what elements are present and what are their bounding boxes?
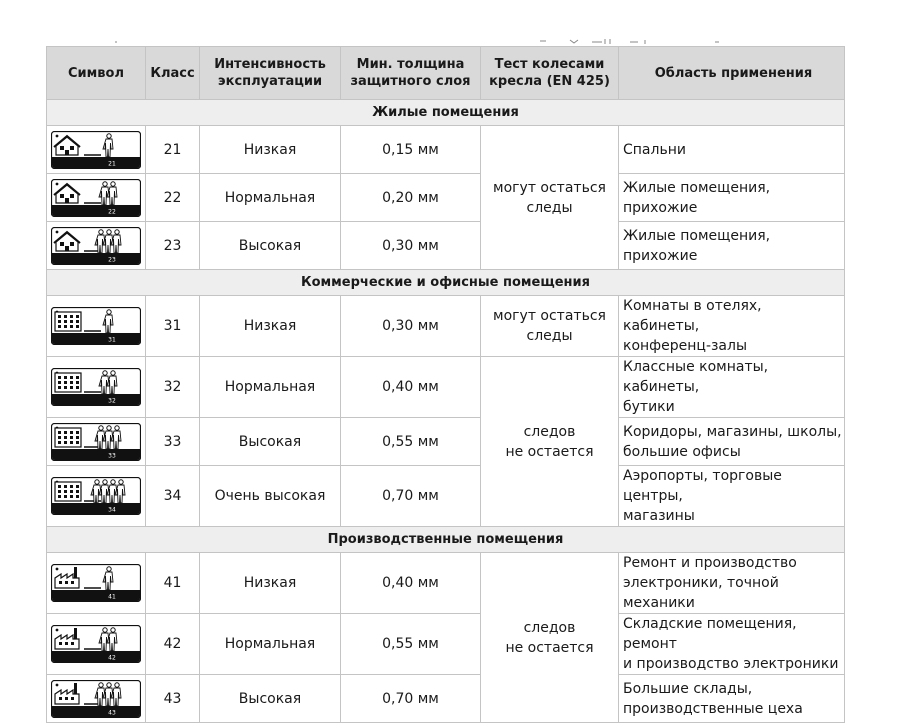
header-area: Область применения — [619, 47, 845, 100]
symbol-cell — [47, 675, 146, 723]
intensity-cell: Низкая — [200, 126, 341, 174]
symbol-cell — [47, 126, 146, 174]
class-cell: 33 — [146, 418, 200, 466]
thickness-cell: 0,30 мм — [341, 296, 481, 357]
floor-class-table — [46, 46, 845, 723]
class-symbol-icon — [51, 131, 141, 169]
chair-test-line: не остается — [505, 443, 594, 460]
section-header — [47, 100, 845, 126]
class-number-label: 41 — [108, 593, 116, 601]
section-header — [47, 270, 845, 296]
thickness-cell: 0,70 мм — [341, 466, 481, 527]
class-number-label: 23 — [108, 256, 116, 263]
class-symbol-icon — [51, 368, 141, 406]
symbol-cell — [47, 553, 146, 614]
class-symbol — [51, 423, 141, 461]
office-building-icon — [55, 373, 81, 392]
people-icon — [95, 425, 121, 448]
class-symbol-icon — [51, 477, 141, 515]
application-area-line: и производство электроники — [623, 656, 839, 672]
chair-test-line: следов — [523, 619, 576, 636]
class-symbol — [51, 564, 141, 602]
class-number-label: 31 — [108, 336, 116, 344]
class-symbol-icon — [51, 423, 141, 461]
application-area-line: Жилые помещения, прихожие — [623, 179, 771, 216]
class-symbol-icon — [51, 307, 141, 345]
intensity-cell: Высокая — [200, 675, 341, 723]
symbol-cell — [47, 174, 146, 222]
symbol-cell — [47, 296, 146, 357]
class-symbol — [51, 227, 141, 265]
table-row — [47, 418, 845, 466]
table-row — [47, 357, 845, 418]
class-symbol — [51, 179, 141, 217]
chair-test-cell — [481, 296, 619, 357]
application-area-line: конференц-залы — [623, 338, 748, 354]
class-cell: 34 — [146, 466, 200, 527]
class-cell: 32 — [146, 357, 200, 418]
class-symbol-icon — [51, 680, 141, 718]
table-row — [47, 466, 845, 527]
application-area-line: Классные комнаты, кабинеты, — [623, 359, 769, 395]
application-area-cell — [619, 357, 845, 418]
class-symbol — [51, 368, 141, 406]
intensity-cell: Высокая — [200, 222, 341, 270]
class-cell: 43 — [146, 675, 200, 723]
chair-test-line: следов — [523, 423, 576, 440]
header-class: Класс — [146, 47, 200, 100]
scan-artifact — [100, 36, 750, 46]
application-area-cell — [619, 222, 845, 270]
intensity-cell: Нормальная — [200, 614, 341, 675]
application-area-cell — [619, 418, 845, 466]
chair-test-line: могут остаться — [493, 179, 606, 196]
class-symbol — [51, 477, 141, 515]
table-row — [47, 553, 845, 614]
chair-test-line: следы — [526, 328, 573, 344]
application-area-line: Коридоры, магазины, школы, — [623, 423, 842, 440]
class-symbol — [51, 680, 141, 718]
class-cell: 41 — [146, 553, 200, 614]
table-row — [47, 296, 845, 357]
intensity-cell: Низкая — [200, 553, 341, 614]
section-header — [47, 527, 845, 553]
table-row — [47, 614, 845, 675]
class-symbol — [51, 131, 141, 169]
class-cell: 22 — [146, 174, 200, 222]
thickness-cell: 0,40 мм — [341, 357, 481, 418]
header-symbol: Символ — [47, 47, 146, 100]
class-number-label: 42 — [108, 654, 116, 662]
class-symbol-icon — [51, 625, 141, 663]
table-row — [47, 222, 845, 270]
symbol-cell — [47, 418, 146, 466]
class-symbol — [51, 307, 141, 345]
intensity-cell: Нормальная — [200, 174, 341, 222]
thickness-cell: 0,40 мм — [341, 553, 481, 614]
application-area-line: Жилые помещения, прихожие — [623, 227, 771, 264]
intensity-cell: Низкая — [200, 296, 341, 357]
application-area-line: электроники, точной механики — [623, 575, 779, 611]
application-area-cell — [619, 614, 845, 675]
intensity-cell: Очень высокая — [200, 466, 341, 527]
people-icon — [95, 682, 121, 705]
symbol-cell — [47, 614, 146, 675]
section-title: Производственные помещения — [47, 527, 845, 553]
application-area-line: Ремонт и производство — [623, 555, 797, 571]
symbol-cell — [47, 222, 146, 270]
class-cell: 42 — [146, 614, 200, 675]
application-area-cell — [619, 553, 845, 614]
office-building-icon — [55, 428, 81, 447]
class-symbol-icon — [51, 227, 141, 265]
chair-test-cell — [481, 553, 619, 723]
table-body — [47, 100, 845, 723]
header-intensity: Интенсивность эксплуатации — [200, 47, 341, 100]
class-number-label: 43 — [108, 709, 116, 716]
class-cell: 31 — [146, 296, 200, 357]
intensity-cell: Высокая — [200, 418, 341, 466]
application-area-line: производственные цеха — [623, 700, 803, 717]
class-cell: 23 — [146, 222, 200, 270]
chair-test-cell — [481, 357, 619, 527]
thickness-cell: 0,20 мм — [341, 174, 481, 222]
application-area-line: Комнаты в отелях, кабинеты, — [623, 298, 762, 334]
intensity-cell: Нормальная — [200, 357, 341, 418]
application-area-line: Спальни — [623, 141, 686, 158]
application-area-line: магазины — [623, 508, 695, 524]
header-row — [47, 47, 845, 100]
table-row — [47, 174, 845, 222]
application-area-line: Складские помещения, ремонт — [623, 616, 797, 652]
application-area-cell — [619, 126, 845, 174]
office-building-icon — [55, 312, 81, 331]
class-symbol-icon — [51, 179, 141, 217]
application-area-cell — [619, 296, 845, 357]
class-cell: 21 — [146, 126, 200, 174]
class-number-label: 21 — [108, 160, 116, 167]
symbol-cell — [47, 466, 146, 527]
thickness-cell: 0,55 мм — [341, 418, 481, 466]
table-row — [47, 126, 845, 174]
class-number-label: 32 — [108, 397, 116, 405]
people-icon — [95, 229, 121, 252]
thickness-cell: 0,30 мм — [341, 222, 481, 270]
table-row — [47, 675, 845, 723]
chair-test-line: следы — [526, 199, 573, 216]
thickness-cell: 0,15 мм — [341, 126, 481, 174]
application-area-line: большие офисы — [623, 443, 741, 460]
header-thickness: Мин. толщина защитного слоя — [341, 47, 481, 100]
application-area-cell — [619, 675, 845, 723]
chair-test-line: не остается — [505, 639, 594, 656]
chair-test-cell — [481, 126, 619, 270]
section-title: Коммерческие и офисные помещения — [47, 270, 845, 296]
application-area-cell — [619, 466, 845, 527]
class-symbol — [51, 625, 141, 663]
class-symbol-icon — [51, 564, 141, 602]
thickness-cell: 0,55 мм — [341, 614, 481, 675]
application-area-line: Большие склады, — [623, 680, 753, 697]
class-number-label: 34 — [108, 506, 116, 514]
symbol-cell — [47, 357, 146, 418]
application-area-line: бутики — [623, 399, 675, 415]
application-area-line: Аэропорты, торговые центры, — [623, 468, 782, 504]
class-number-label: 22 — [108, 208, 116, 215]
chair-test-line: могут остаться — [493, 308, 606, 324]
thickness-cell: 0,70 мм — [341, 675, 481, 723]
section-title: Жилые помещения — [47, 100, 845, 126]
header-test: Тест колесами кресла (EN 425) — [481, 47, 619, 100]
application-area-cell — [619, 174, 845, 222]
class-number-label: 33 — [108, 452, 116, 459]
office-building-icon — [55, 482, 81, 501]
